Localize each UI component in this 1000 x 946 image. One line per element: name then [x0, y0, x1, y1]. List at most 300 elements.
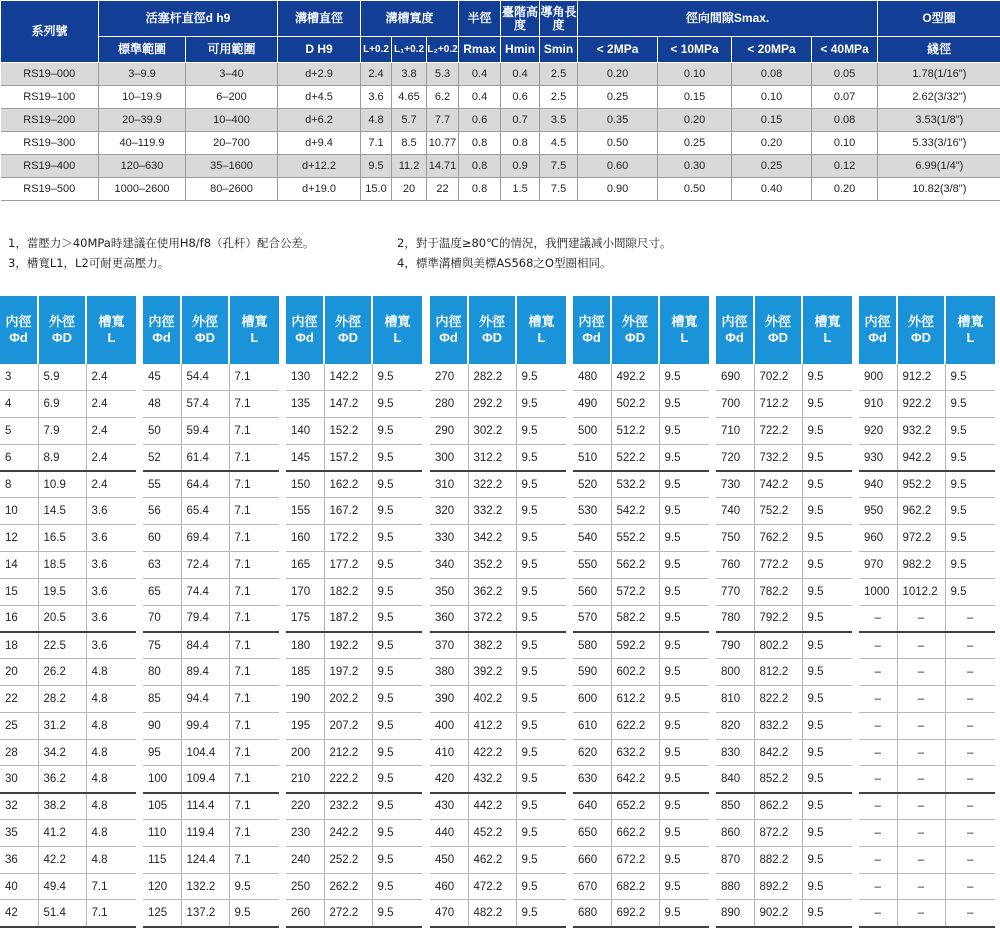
- header-inner-diameter: [143, 296, 181, 364]
- size-cell: 9.5: [516, 525, 566, 552]
- size-row: [143, 739, 279, 766]
- size-cell: 119.4: [181, 820, 229, 847]
- header-inner-diameter-symbol: Φd: [295, 330, 314, 345]
- size-row: [286, 418, 422, 445]
- groove-spec-table: [0, 0, 1000, 201]
- header-inner-diameter-label: 内徑: [435, 314, 462, 329]
- size-cell: 89.4: [181, 659, 229, 686]
- size-cell: 12: [0, 525, 38, 552]
- size-cell: 9.5: [659, 686, 709, 713]
- spec-cell: 7.5: [540, 155, 578, 178]
- size-cell: 802.2: [754, 632, 802, 659]
- size-cell: 7.1: [229, 739, 279, 766]
- size-cell: 9.5: [372, 471, 422, 498]
- size-cell: –: [897, 632, 945, 659]
- size-row: [430, 900, 566, 927]
- size-cell: 9.5: [516, 820, 566, 847]
- spec-cell: 40–119.9: [99, 132, 186, 155]
- header-cord-diameter: 綫徑: [878, 37, 1000, 63]
- size-cell: 9.5: [372, 632, 422, 659]
- size-cell: 172.2: [324, 525, 372, 552]
- size-cell: 10.9: [38, 471, 86, 498]
- size-cell: 90: [143, 712, 181, 739]
- size-cell: 202.2: [324, 686, 372, 713]
- size-cell: 9.5: [945, 578, 995, 605]
- size-cell: 155: [286, 498, 324, 525]
- size-cell: 540: [573, 525, 611, 552]
- size-cell: 9.5: [659, 552, 709, 579]
- size-cell: 55: [143, 471, 181, 498]
- header-standard-range: 標準範圍: [99, 37, 186, 63]
- size-cell: 200: [286, 739, 324, 766]
- size-cell: 522.2: [611, 444, 659, 471]
- header-groove-width: [229, 296, 279, 364]
- size-row: [430, 525, 566, 552]
- header-groove-width-label: 槽寬: [241, 314, 268, 329]
- size-cell: –: [859, 712, 897, 739]
- size-cell: 900: [859, 364, 897, 391]
- size-cell: 2.4: [86, 391, 136, 418]
- size-cell: 392.2: [468, 659, 516, 686]
- size-cell: 820: [716, 712, 754, 739]
- size-cell: 60: [143, 525, 181, 552]
- size-cell: 7.1: [229, 498, 279, 525]
- size-cell: 9.5: [945, 364, 995, 391]
- size-row: [859, 686, 995, 713]
- size-cell: 332.2: [468, 498, 516, 525]
- size-cell: –: [945, 873, 995, 900]
- size-cell: –: [945, 900, 995, 927]
- size-cell: 9.5: [659, 820, 709, 847]
- size-row: [0, 364, 136, 391]
- size-cell: 22.5: [38, 632, 86, 659]
- size-cell: 28: [0, 739, 38, 766]
- size-cell: 372.2: [468, 605, 516, 632]
- size-cell: 105: [143, 793, 181, 820]
- size-cell: 207.2: [324, 712, 372, 739]
- size-cell: 137.2: [181, 900, 229, 927]
- size-cell: 7.1: [229, 846, 279, 873]
- header-outer-diameter: [754, 296, 802, 364]
- size-cell: 742.2: [754, 471, 802, 498]
- size-cell: 35: [0, 820, 38, 847]
- size-cell: 9.5: [372, 793, 422, 820]
- size-cell: 14.5: [38, 498, 86, 525]
- size-row: [859, 900, 995, 927]
- spec-cell: 14.71: [427, 155, 459, 178]
- size-cell: 3.6: [86, 632, 136, 659]
- size-row: [286, 900, 422, 927]
- size-cell: 9.5: [229, 873, 279, 900]
- size-row: [0, 712, 136, 739]
- spec-cell: 0.20: [732, 132, 812, 155]
- size-cell: 9.5: [802, 578, 852, 605]
- size-cell: 7.1: [229, 712, 279, 739]
- header-step-height: 臺階高度: [501, 1, 540, 37]
- size-cell: 9.5: [802, 846, 852, 873]
- size-row: [716, 659, 852, 686]
- size-row: [859, 444, 995, 471]
- size-cell: 860: [716, 820, 754, 847]
- size-cell: 9.5: [659, 659, 709, 686]
- size-block-2: [143, 296, 279, 928]
- size-cell: 430: [430, 793, 468, 820]
- size-row: [859, 846, 995, 873]
- size-cell: 552.2: [611, 525, 659, 552]
- size-row: [143, 793, 279, 820]
- size-block-6: [716, 296, 852, 928]
- header-chamfer-length: 導角長度: [540, 1, 578, 37]
- size-row: [0, 846, 136, 873]
- size-cell: 930: [859, 444, 897, 471]
- header-inner-diameter: [0, 296, 38, 364]
- size-cell: –: [897, 659, 945, 686]
- size-cell: 7.1: [229, 552, 279, 579]
- size-cell: 9.5: [802, 739, 852, 766]
- size-row: [143, 471, 279, 498]
- size-cell: 7.1: [229, 391, 279, 418]
- size-cell: 720: [716, 444, 754, 471]
- size-row: [859, 498, 995, 525]
- size-cell: 560: [573, 578, 611, 605]
- size-cell: 9.5: [659, 471, 709, 498]
- size-row: [716, 552, 852, 579]
- size-cell: 432.2: [468, 766, 516, 793]
- size-row: [286, 391, 422, 418]
- size-cell: 810: [716, 686, 754, 713]
- size-cell: 512.2: [611, 418, 659, 445]
- size-cell: 9.5: [229, 900, 279, 927]
- size-cell: –: [859, 605, 897, 632]
- size-cell: 28.2: [38, 686, 86, 713]
- size-row: [573, 444, 709, 471]
- note-4: 4，標準溝槽與美標AS568之O型圈相同。: [397, 256, 612, 270]
- size-row: [430, 418, 566, 445]
- size-cell: 152.2: [324, 418, 372, 445]
- spec-cell: 5.33(3/16"): [878, 132, 1000, 155]
- size-cell: 530: [573, 498, 611, 525]
- size-cell: 4.8: [86, 712, 136, 739]
- header-groove-width-label: 槽寬: [814, 314, 841, 329]
- size-cell: –: [859, 632, 897, 659]
- size-cell: 3.6: [86, 578, 136, 605]
- header-inner-diameter-symbol: Φd: [9, 330, 28, 345]
- header-inner-diameter-symbol: Φd: [725, 330, 744, 345]
- size-cell: 9.5: [516, 739, 566, 766]
- size-row: [716, 471, 852, 498]
- size-cell: 9.5: [372, 498, 422, 525]
- size-cell: –: [897, 766, 945, 793]
- size-cell: –: [897, 793, 945, 820]
- size-row: [0, 552, 136, 579]
- size-cell: 232.2: [324, 793, 372, 820]
- spec-cell: 0.8: [459, 132, 501, 155]
- size-row: [0, 820, 136, 847]
- size-cell: 680: [573, 900, 611, 927]
- header-outer-diameter-symbol: ΦD: [194, 330, 216, 345]
- size-cell: 412.2: [468, 712, 516, 739]
- size-row: [573, 793, 709, 820]
- size-cell: 510: [573, 444, 611, 471]
- header-outer-diameter-symbol: ΦD: [337, 330, 359, 345]
- size-cell: 9.5: [372, 659, 422, 686]
- size-cell: 390: [430, 686, 468, 713]
- size-cell: 9.5: [802, 525, 852, 552]
- header-outer-diameter: [611, 296, 659, 364]
- size-row: [286, 498, 422, 525]
- size-cell: 9.5: [659, 525, 709, 552]
- size-cell: 142.2: [324, 364, 372, 391]
- size-cell: 870: [716, 846, 754, 873]
- size-row: [0, 471, 136, 498]
- size-cell: 7.1: [229, 659, 279, 686]
- spec-cell: 0.25: [732, 155, 812, 178]
- size-cell: 4.8: [86, 686, 136, 713]
- size-block-7: [859, 296, 995, 928]
- size-cell: 8.9: [38, 444, 86, 471]
- spec-cell: 35–1600: [186, 155, 278, 178]
- size-cell: 910: [859, 391, 897, 418]
- size-cell: 22: [0, 686, 38, 713]
- size-cell: 3.6: [86, 605, 136, 632]
- spec-cell: 1.78(1/16"): [878, 63, 1000, 86]
- size-cell: 34.2: [38, 739, 86, 766]
- size-cell: 99.4: [181, 712, 229, 739]
- spec-cell: 3.6: [361, 86, 392, 109]
- size-cell: 532.2: [611, 471, 659, 498]
- size-cell: 890: [716, 900, 754, 927]
- size-cell: 7.1: [229, 418, 279, 445]
- spec-cell: 0.20: [812, 178, 878, 201]
- size-cell: 352.2: [468, 552, 516, 579]
- size-cell: 9.5: [802, 820, 852, 847]
- spec-cell: 0.60: [578, 155, 658, 178]
- header-inner-diameter: [430, 296, 468, 364]
- header-groove-width-symbol: L: [393, 330, 402, 345]
- size-row: [859, 793, 995, 820]
- size-cell: –: [897, 686, 945, 713]
- size-cell: 700: [716, 391, 754, 418]
- size-cell: 95: [143, 739, 181, 766]
- size-row: [859, 632, 995, 659]
- size-cell: –: [897, 739, 945, 766]
- size-cell: 460: [430, 873, 468, 900]
- size-cell: 9.5: [945, 391, 995, 418]
- size-cell: 840: [716, 766, 754, 793]
- size-row: [859, 739, 995, 766]
- size-row: [286, 712, 422, 739]
- size-row: [859, 391, 995, 418]
- spec-cell: 0.8: [501, 132, 540, 155]
- size-cell: 662.2: [611, 820, 659, 847]
- size-cell: 480: [573, 364, 611, 391]
- size-row: [286, 686, 422, 713]
- size-cell: 310: [430, 471, 468, 498]
- header-outer-diameter-label: 外徑: [334, 314, 361, 329]
- size-cell: 150: [286, 471, 324, 498]
- header-series: 系列號: [1, 1, 99, 63]
- size-cell: 9.5: [659, 444, 709, 471]
- spec-cell: 0.7: [501, 109, 540, 132]
- size-row: [573, 846, 709, 873]
- size-cell: 482.2: [468, 900, 516, 927]
- spec-cell: 3–40: [186, 63, 278, 86]
- size-cell: 402.2: [468, 686, 516, 713]
- size-cell: 750: [716, 525, 754, 552]
- spec-cell: 6.2: [427, 86, 459, 109]
- size-cell: 2.4: [86, 444, 136, 471]
- header-outer-diameter-symbol: ΦD: [51, 330, 73, 345]
- header-l2: L₂+0.2: [427, 37, 459, 63]
- size-row: [143, 418, 279, 445]
- size-cell: 42.2: [38, 846, 86, 873]
- size-cell: 2.4: [86, 418, 136, 445]
- size-row: [859, 471, 995, 498]
- size-cell: 8: [0, 471, 38, 498]
- size-cell: 920: [859, 418, 897, 445]
- size-cell: 9.5: [516, 846, 566, 873]
- size-cell: –: [859, 793, 897, 820]
- size-cell: 19.5: [38, 578, 86, 605]
- size-cell: 252.2: [324, 846, 372, 873]
- size-row: [143, 873, 279, 900]
- size-cell: 422.2: [468, 739, 516, 766]
- size-cell: 862.2: [754, 793, 802, 820]
- size-row: [573, 391, 709, 418]
- size-row: [286, 659, 422, 686]
- note-2: 2，對于温度≥80℃的情況，我們建議减小間隙尺寸。: [397, 236, 672, 250]
- size-cell: 262.2: [324, 873, 372, 900]
- size-cell: 902.2: [754, 900, 802, 927]
- spec-cell: 4.8: [361, 109, 392, 132]
- size-cell: 7.1: [229, 444, 279, 471]
- size-cell: –: [897, 605, 945, 632]
- size-row: [859, 364, 995, 391]
- size-cell: 9.5: [516, 364, 566, 391]
- size-cell: 292.2: [468, 391, 516, 418]
- size-cell: 6.9: [38, 391, 86, 418]
- size-cell: –: [945, 605, 995, 632]
- size-cell: 18.5: [38, 552, 86, 579]
- spec-cell: 0.6: [501, 86, 540, 109]
- size-cell: –: [859, 686, 897, 713]
- size-row: [286, 632, 422, 659]
- size-cell: 610: [573, 712, 611, 739]
- header-groove-width-label: 槽寬: [384, 314, 411, 329]
- size-row: [0, 418, 136, 445]
- size-row: [0, 525, 136, 552]
- size-cell: 282.2: [468, 364, 516, 391]
- spec-cell: d+4.5: [278, 86, 361, 109]
- size-cell: 185: [286, 659, 324, 686]
- size-cell: 160: [286, 525, 324, 552]
- size-cell: –: [859, 873, 897, 900]
- size-cell: 9.5: [659, 739, 709, 766]
- size-cell: 9.5: [372, 820, 422, 847]
- header-inner-diameter: [573, 296, 611, 364]
- size-row: [430, 471, 566, 498]
- size-row: [430, 605, 566, 632]
- size-row: [143, 498, 279, 525]
- size-row: [430, 552, 566, 579]
- size-cell: 632.2: [611, 739, 659, 766]
- size-cell: 56: [143, 498, 181, 525]
- spec-cell: 0.10: [812, 132, 878, 155]
- size-cell: 7.9: [38, 418, 86, 445]
- size-cell: 18: [0, 632, 38, 659]
- size-cell: 109.4: [181, 766, 229, 793]
- spec-cell: 0.90: [578, 178, 658, 201]
- spec-cell: 10.77: [427, 132, 459, 155]
- size-cell: 9.5: [945, 498, 995, 525]
- size-cell: 197.2: [324, 659, 372, 686]
- size-cell: 20: [0, 659, 38, 686]
- size-row: [859, 659, 995, 686]
- size-cell: 330: [430, 525, 468, 552]
- size-cell: 4.8: [86, 766, 136, 793]
- header-smin: Smin: [540, 37, 578, 63]
- header-groove-width-symbol: L: [537, 330, 546, 345]
- header-inner-diameter-symbol: Φd: [439, 330, 458, 345]
- size-cell: 9.5: [802, 632, 852, 659]
- size-cell: 9.5: [516, 418, 566, 445]
- size-cell: 250: [286, 873, 324, 900]
- spec-cell: 0.12: [812, 155, 878, 178]
- header-rmax: Rmax: [459, 37, 501, 63]
- size-row: [143, 364, 279, 391]
- size-cell: 790: [716, 632, 754, 659]
- size-cell: 960: [859, 525, 897, 552]
- size-cell: 9.5: [802, 793, 852, 820]
- size-cell: 7.1: [229, 578, 279, 605]
- header-groove-width: [659, 296, 709, 364]
- spec-cell: 20–700: [186, 132, 278, 155]
- size-cell: 7.1: [229, 525, 279, 552]
- size-block-3: [286, 296, 422, 928]
- spec-cell: RS19–100: [1, 86, 99, 109]
- size-row: [0, 659, 136, 686]
- size-row: [716, 364, 852, 391]
- spec-cell: RS19–200: [1, 109, 99, 132]
- size-cell: 41.2: [38, 820, 86, 847]
- size-cell: –: [897, 873, 945, 900]
- size-cell: 4.8: [86, 820, 136, 847]
- size-cell: 9.5: [516, 686, 566, 713]
- size-row: [716, 605, 852, 632]
- size-cell: 3: [0, 364, 38, 391]
- size-row: [430, 659, 566, 686]
- size-cell: 420: [430, 766, 468, 793]
- size-cell: 842.2: [754, 739, 802, 766]
- size-cell: 10: [0, 498, 38, 525]
- header-40mpa: < 40MPa: [812, 37, 878, 63]
- size-cell: 9.5: [659, 766, 709, 793]
- size-cell: 762.2: [754, 525, 802, 552]
- spec-cell: 120–630: [99, 155, 186, 178]
- size-cell: 52: [143, 444, 181, 471]
- note-1: 1，當壓力＞40MPa時建議在使用H8/f8（孔杆）配合公差。: [8, 236, 315, 250]
- size-row: [143, 605, 279, 632]
- size-row: [573, 900, 709, 927]
- size-cell: 962.2: [897, 498, 945, 525]
- header-radial-clearance: 徑向間隙Smax.: [578, 1, 878, 37]
- size-cell: 32: [0, 793, 38, 820]
- size-cell: 7.1: [86, 873, 136, 900]
- header-groove-width: [372, 296, 422, 364]
- size-cell: 642.2: [611, 766, 659, 793]
- size-row: [716, 525, 852, 552]
- size-cell: 592.2: [611, 632, 659, 659]
